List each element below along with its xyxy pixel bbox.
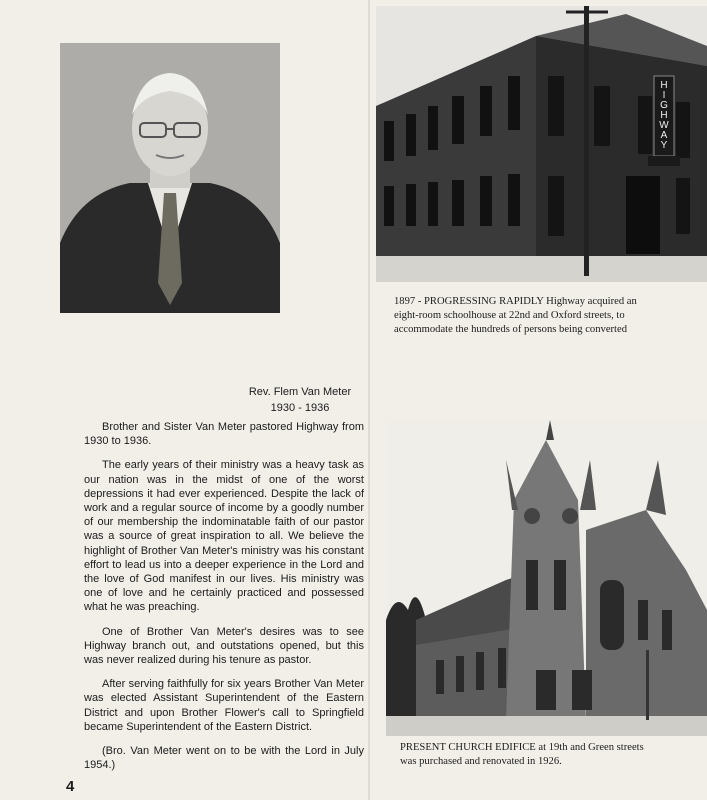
article-paragraph: Brother and Sister Van Meter pastored Highway from 1930 to 1936. [84, 421, 364, 448]
article-paragraph: The early years of their ministry was a heavy task as our nation was in the midst of one of the worst depressions it had ever experienced. Despite the lack of work and a regular source of income by a goodly number of our membership the indominatable faith of our pastor was a source of great inspiration to all. We believe the highlight of Brother Van Meter's ministry was his constant effort to lead us into a deeper experience in the Lord and the love of God manifest in our lives. His ministry was one of love and he certainly practiced and possessed what he was preaching. [84, 459, 364, 614]
article-paragraph: (Bro. Van Meter went on to be with the Lord in July 1954.) [84, 745, 364, 772]
church-photo [386, 420, 707, 736]
schoolhouse-photo [376, 6, 707, 282]
caption-line: accommodate the hundreds of persons being converted [394, 324, 627, 335]
church-caption [400, 741, 700, 769]
caption-line: PRESENT CHURCH EDIFICE at 19th and Green streets [400, 742, 644, 753]
caption-line: was purchased and renovated in 1926. [400, 756, 562, 767]
page-number: 4 [66, 778, 75, 795]
caption-line: 1897 - PROGRESSING RAPIDLY Highway acquired an [394, 296, 637, 307]
portrait-caption [238, 384, 362, 416]
article-body [84, 420, 364, 782]
caption-line: eight-room schoolhouse at 22nd and Oxford streets, to [394, 310, 625, 321]
gutter-divider [368, 0, 370, 800]
schoolhouse-caption [394, 295, 694, 337]
pastor-years: 1930 - 1936 [270, 402, 330, 414]
article-paragraph: After serving faithfully for six years Brother Van Meter was elected Assistant Superintendent of the Eastern District and upon Brother Flower's call to Springfield became Superintendent of the Eastern District. [84, 678, 364, 733]
portrait-photo [60, 43, 280, 313]
pastor-name: Rev. Flem Van Meter [248, 386, 352, 398]
article-paragraph: One of Brother Van Meter's desires was to see Highway branch out, and outstations opened, but this was never realized during his tenure as pastor. [84, 625, 364, 667]
sign-highway-letters: H I G H W A Y [659, 80, 669, 151]
